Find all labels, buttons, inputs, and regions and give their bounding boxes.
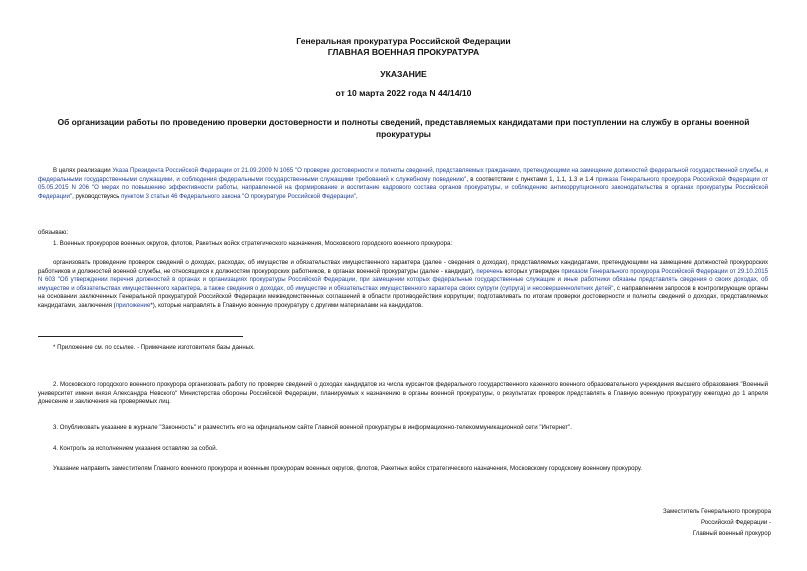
item-1: 1. Военных прокуроров военных округов, флотов, Ракетных войск стратегического назначения, Московского городского военного прокурора: bbox=[53, 240, 453, 247]
signature-line3: Главный военный прокурор bbox=[692, 530, 771, 537]
intro-mid2: , руководствуясь bbox=[72, 192, 122, 200]
intro-suffix: , bbox=[355, 192, 358, 200]
direction-paragraph: Указание направить заместителям Главного военного прокурора и военным прокурорам военных округов, флотов, Ракетных войск стратегического назначения, Московскому городскому военному прокурору. bbox=[53, 465, 642, 472]
link-presidential-decree[interactable]: Указа Президента Российской Федерации от 21.09.2009 N 1065 "О проверке достоверности и полноты сведений, представляемых гражданами, претендующими на замещение должностей федеральной государственной службы, и федеральными государственными служащими, и соблюдения федеральными государственными служащими требований к служебному поведению" bbox=[38, 167, 768, 183]
item-2: 2. Московского городского военного прокурора организовать работу по проверке сведений о доходах кандидатов из числа курсантов федерального государственного казенного военного образовательного учреждения высшего образования "Военный университет имени князя Александра Невского" Министерства обороны Российской Федерации, планируемых к назначению в органы военной прокуратуры, о результатах проверок представлять в Главную военную прокуратуру ежегодно до 1 апреля донесение и заключения на проверяемых лиц. bbox=[38, 381, 768, 405]
link-appendix[interactable]: приложение bbox=[115, 301, 151, 309]
link-federal-law-article-46[interactable]: пунктом 3 статьи 46 Федерального закона "О прокуратуре Российской Федерации" bbox=[121, 192, 356, 200]
signature-line2: Российской Федерации - bbox=[701, 519, 771, 526]
footnote-separator bbox=[38, 336, 243, 337]
intro-mid1: , в соответствии с пунктами 1, 1.1, 1.3 и 1.4 bbox=[466, 175, 596, 183]
org-prefix: организовать проведение проверок сведений о доходах, расходах, об имуществе и обязательствах имущественного характера (далее - сведения о доходах), представляемых кандидатами, претендующими на замещение должностей прокурорских работников и должностей военной службы, не относящихся к должностям прокурорских работников, в органах военной прокуратуры (далее - кандидат), bbox=[38, 259, 768, 275]
intro-prefix: В целях реализации bbox=[53, 167, 113, 174]
organize-checks-paragraph bbox=[38, 259, 768, 310]
link-perechen[interactable]: перечень bbox=[476, 267, 503, 275]
link-prosecutor-order-603[interactable]: приказом Генерального прокурора Российской Федерации от 29.10.2015 N 603 "Об утверждении перечня должностей в органах и организациях прокуратуры Российской Федерации, при замещении которых федеральные государственные служащие и иные работники обязаны представлять сведения о своих доходах, об имуществе и обязательствах имущественного характера, а также сведения о доходах, об имуществе и обязательствах имущественного характера своих супруги (супруга) и несовершеннолетних детей" bbox=[38, 267, 768, 292]
footnote: * Приложение см. по ссылке. - Примечание изготовителя базы данных. bbox=[53, 344, 255, 351]
org-mid2: , с направлением запросов в контролирующие органы на основании заключенных Генеральной прокуратурой Российской Федерации межведомственных соглашений в области противодействия коррупции; подготавливать по итогам проверки достоверности и полноты сведений о доходах, представляемых кандидатами, заключения ( bbox=[38, 284, 768, 309]
intro-paragraph bbox=[38, 167, 768, 201]
document-title: Об организации работы по проведению проверки достоверности и полноты сведений, представляемых кандидатами при поступлении на службу в органы военной прокуратуры bbox=[57, 117, 750, 139]
document-type: УКАЗАНИЕ bbox=[380, 69, 427, 79]
org-name-line1: Генеральная прокуратура Российской Федерации bbox=[296, 36, 511, 46]
document-number-date: от 10 марта 2022 года N 44/14/10 bbox=[335, 88, 472, 98]
link-prosecutor-order-206[interactable]: приказа Генерального прокурора Российской Федерации от 05.05.2015 N 206 "О мерах по повышению эффективности работы, направленной на формирование и воспитание кадрового состава органов прокуратуры, и соблюдению антикоррупционного законодательства в органах прокуратуры Российской Федерации" bbox=[38, 175, 768, 200]
obyazyvayu-line: обязываю: bbox=[38, 229, 69, 236]
item-4: 4. Контроль за исполнением указания оставляю за собой. bbox=[53, 445, 218, 452]
org-mid1: которых утвержден bbox=[502, 267, 562, 275]
org-suffix: *), которые направлять в Главную военную прокуратуру с другими материалами на кандидатов. bbox=[150, 301, 423, 309]
signature-line1: Заместитель Генерального прокурора bbox=[662, 508, 771, 515]
org-name-line2: ГЛАВНАЯ ВОЕННАЯ ПРОКУРАТУРА bbox=[327, 47, 480, 57]
item-3: 3. Опубликовать указание в журнале "Законность" и разместить его на официальном сайте Главной военной прокуратуры в информационно-телекоммуникационной сети "Интернет". bbox=[53, 424, 572, 431]
